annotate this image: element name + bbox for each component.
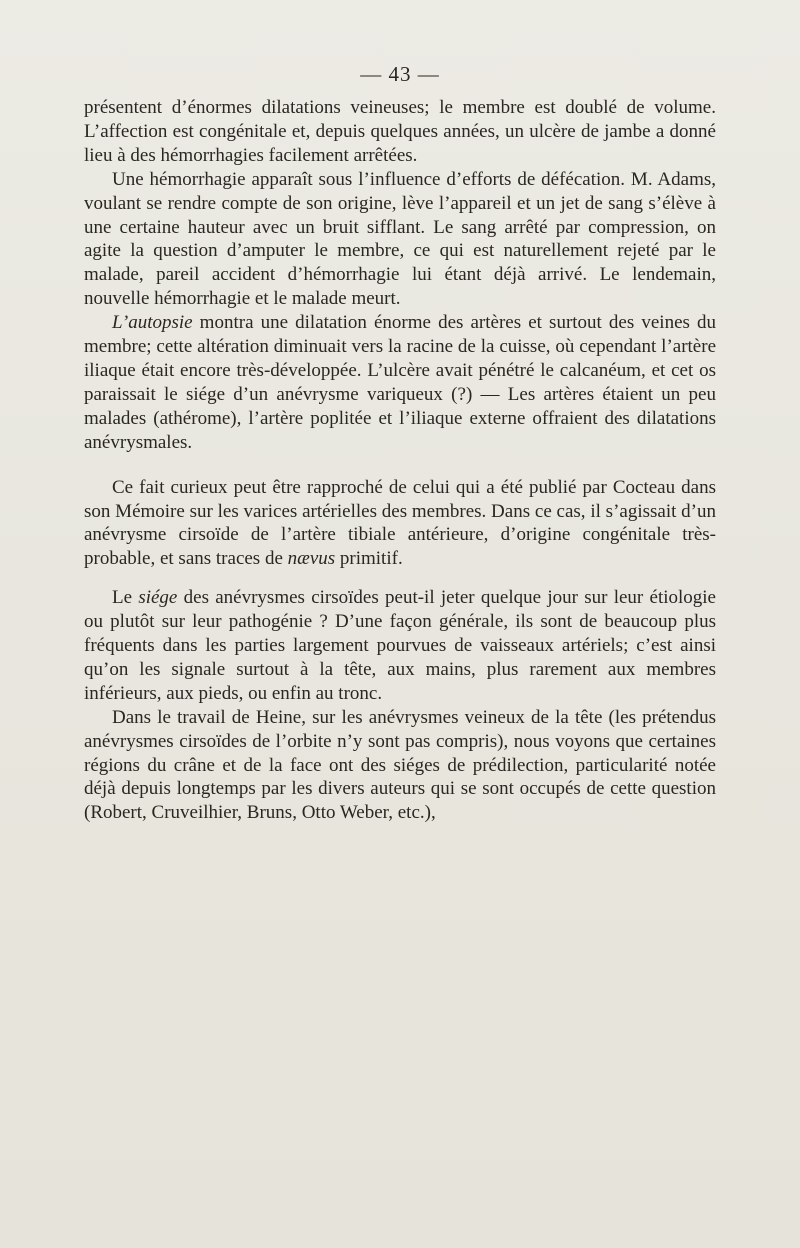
paragraph-3-text: montra une dilatation énorme des artères et surtout des veines du membre; cette altération diminuait vers la racine de la cuisse, où cependant l’artère iliaque était encore très-développée. L’ulcère avait pénétré le calcanéum, et cet os paraissait le siége d’un anévrysme variqueux (?) — Les artères étaient un peu malades (athérome), l’artère poplitée et l’iliaque externe offraient des dilatations anévrysmales.	[84, 312, 716, 453]
siege-italic: siége	[138, 587, 178, 609]
paragraph-1: présentent d’énormes dilatations veineuses; le membre est doublé de volume. L’affection est congénitale et, depuis quelques années, un ulcère de jambe a donné lieu à des hémorrhagies facilement arrêtées.	[84, 97, 716, 166]
body-text	[84, 96, 716, 825]
paragraph-2: Une hémorrhagie apparaît sous l’influence d’efforts de défécation. M. Adams, voulant se rendre compte de son origine, lève l’appareil et un jet de sang s’élève à une certaine hauteur avec un bruit sifflant. Le sang arrêté par compression, on agite la question d’amputer le membre, ce qui est naturellement rejeté par le malade, pareil accident d’hémorrhagie lui étant déjà arrivé. Le lendemain, nouvelle hémorrhagie et le malade meurt.	[84, 168, 716, 310]
naevus-italic: nævus	[287, 548, 336, 570]
paragraph-5	[84, 586, 716, 706]
paragraph-4	[84, 476, 716, 572]
autopsie-italic: L’autopsie	[112, 312, 193, 334]
page-number: — 43 —	[360, 62, 440, 86]
paragraph-5-lead: Le	[112, 587, 139, 609]
paragraph-5-text: des anévrysmes cirsoïdes peut-il jeter quelque jour sur leur étiologie ou plutôt sur leur pathogénie ? D’une façon générale, ils sont de beaucoup plus fréquents dans les parties largement pourvues de vaisseaux artériels; c’est ainsi qu’on les signale surtout à la tête, aux mains, plus rarement aux membres inférieurs, aux pieds, ou enfin au tronc.	[84, 587, 716, 704]
paragraph-4-text: primitif.	[335, 548, 403, 570]
paragraph-6: Dans le travail de Heine, sur les anévrysmes veineux de la tête (les prétendus anévrysmes cirsoïdes de l’orbite n’y sont pas compris), nous voyons que certaines régions du crâne et de la face ont des siéges de prédilection, particularité notée déjà depuis longtemps par les divers auteurs qui se sont occupés de cette question (Robert, Cruveilhier, Bruns, Otto Weber, etc.),	[84, 706, 716, 824]
paragraph-3	[84, 311, 716, 454]
paragraph-4-lead: Ce fait curieux peut être rapproché de celui qui a été publié par Cocteau dans son Mémoire sur les varices artérielles des membres. Dans ce cas, il s’agissait d’un anévrysme cirsoïde de l’artère tibiale antérieure, d’origine congénitale très-probable, et sans traces de	[84, 476, 716, 570]
